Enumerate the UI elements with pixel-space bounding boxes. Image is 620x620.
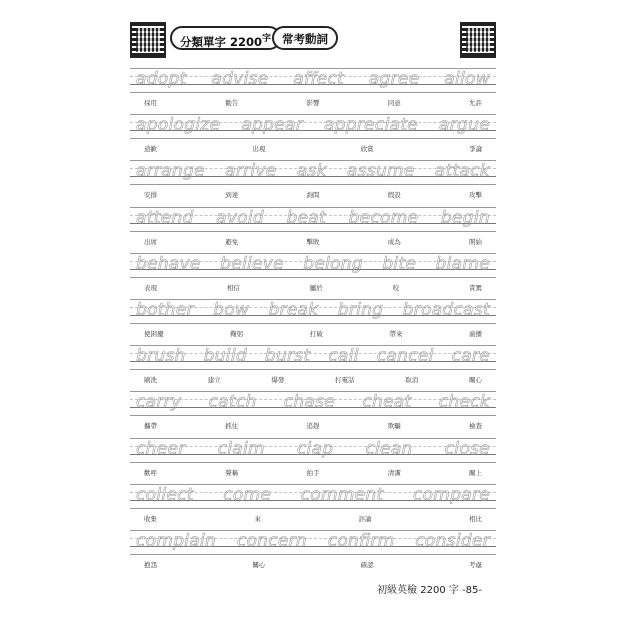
trace-word: advise (211, 69, 269, 89)
word-translation: 責罵 (469, 283, 482, 292)
trace-word: begin (440, 207, 490, 228)
translation-list (130, 190, 496, 199)
word-translation: 使困擾 (144, 330, 164, 338)
word-list (130, 345, 496, 369)
guide-line (130, 92, 496, 93)
word-translation: 屬於 (309, 283, 323, 292)
word-translation: 追趕 (306, 422, 320, 431)
trace-word: build (203, 346, 247, 367)
trace-word: allow (444, 69, 490, 89)
trace-word: broadcast (402, 300, 490, 320)
trace-word: cheat (362, 392, 412, 413)
trace-word: check (438, 392, 490, 413)
trace-word: avoid (216, 207, 264, 228)
trace-word: behave (136, 253, 201, 274)
guide-line (130, 184, 496, 185)
translation-list (130, 144, 496, 153)
word-list (130, 484, 496, 508)
trace-word: close (444, 438, 490, 459)
word-translation: 成為 (387, 237, 401, 246)
word-translation: 評論 (358, 514, 372, 523)
word-translation: 取消 (405, 376, 419, 385)
trace-word: bow (213, 300, 250, 320)
word-translation: 採用 (144, 99, 157, 107)
word-translation: 考慮 (468, 561, 482, 569)
word-list (130, 68, 496, 92)
word-list (130, 438, 496, 462)
word-list (130, 530, 496, 554)
trace-word: call (328, 346, 359, 367)
word-translation: 打破 (309, 330, 323, 338)
word-translation: 出現 (252, 145, 266, 154)
word-translation: 欺騙 (387, 422, 401, 431)
word-translation: 爭論 (468, 145, 482, 154)
word-translation: 鞠躬 (230, 330, 244, 338)
word-translation: 拍手 (306, 468, 320, 477)
word-translation: 影響 (306, 99, 320, 107)
word-translation: 道歉 (144, 145, 157, 154)
word-list (130, 160, 496, 184)
trace-word: adopt (136, 69, 187, 89)
trace-word: clean (365, 438, 413, 459)
trace-word: comment (300, 484, 384, 505)
word-translation: 刷洗 (144, 376, 157, 385)
word-translation: 安排 (144, 191, 157, 200)
word-translation: 收集 (144, 514, 157, 523)
word-translation: 欣賞 (360, 145, 374, 154)
trace-word: bring (337, 300, 384, 320)
word-translation: 建立 (207, 376, 221, 385)
qr-code-icon (462, 24, 494, 56)
word-translation: 勸告 (225, 99, 239, 107)
trace-word: confirm (327, 531, 395, 551)
practice-row (130, 160, 496, 206)
trace-word: break (268, 300, 319, 320)
word-translation: 關心 (252, 561, 266, 569)
word-translation: 出席 (144, 237, 157, 246)
trace-word: appreciate (323, 115, 419, 136)
trace-word: apologize (136, 115, 221, 136)
word-translation: 打電話 (335, 376, 355, 385)
guide-line (130, 508, 496, 509)
word-translation: 抱怨 (144, 561, 157, 569)
practice-row (130, 207, 496, 253)
word-list (130, 114, 496, 138)
guide-line (130, 277, 496, 278)
word-list (130, 253, 496, 277)
translation-list (130, 283, 496, 292)
word-translation: 假設 (387, 191, 401, 200)
guide-line (130, 462, 496, 463)
category-badge (170, 26, 281, 50)
trace-word: arrive (225, 161, 277, 182)
trace-word: become (348, 207, 419, 228)
trace-word: clap (296, 438, 334, 459)
translation-list (130, 468, 496, 477)
trace-word: affect (293, 69, 345, 89)
word-translation: 到達 (225, 191, 239, 200)
trace-word: compare (412, 484, 490, 505)
translation-list (130, 329, 496, 338)
trace-word: appear (241, 115, 303, 136)
trace-word: attack (434, 161, 490, 182)
word-translation: 聲稱 (225, 468, 239, 477)
guide-line (130, 415, 496, 416)
category-badge-suffix: 字 (262, 34, 272, 44)
word-list (130, 207, 496, 231)
trace-word: bother (136, 300, 194, 320)
practice-row (130, 299, 496, 345)
word-translation: 相比 (469, 514, 482, 523)
trace-word: assume (346, 161, 415, 182)
translation-list (130, 237, 496, 246)
trace-word: beat (286, 207, 327, 228)
word-translation: 抓住 (225, 422, 239, 431)
trace-word: consider (415, 531, 490, 551)
guide-line (130, 323, 496, 324)
practice-row (130, 484, 496, 530)
page-footer: 初級英檢 2200 字 -85- (377, 585, 482, 596)
translation-list (130, 421, 496, 430)
word-translation: 確認 (360, 561, 374, 569)
trace-word: ask (296, 161, 327, 182)
word-translation: 避免 (225, 237, 239, 246)
word-list (130, 391, 496, 415)
guide-line (130, 369, 496, 370)
trace-word: cancel (376, 346, 434, 367)
practice-row (130, 345, 496, 391)
practice-row (130, 391, 496, 437)
trace-word: arrange (136, 161, 205, 182)
category-badge-label: 分類單字 2200 (180, 34, 263, 49)
word-translation: 詢問 (306, 191, 320, 200)
word-translation: 關心 (468, 376, 482, 385)
trace-word: claim (217, 438, 265, 459)
trace-word: concern (236, 531, 308, 551)
translation-list (130, 560, 496, 569)
practice-row (130, 114, 496, 160)
word-translation: 攻擊 (469, 191, 482, 200)
trace-word: blame (435, 253, 490, 274)
qr-code-icon (132, 24, 164, 56)
guide-line (130, 231, 496, 232)
practice-row (130, 253, 496, 299)
trace-word: collect (136, 484, 194, 505)
guide-line (130, 554, 496, 555)
trace-word: brush (136, 346, 186, 367)
word-translation: 帶來 (389, 330, 403, 338)
trace-word: chase (283, 392, 336, 413)
practice-row (130, 530, 496, 576)
trace-word: cheer (136, 438, 186, 459)
word-translation: 開始 (469, 237, 482, 246)
trace-word: catch (208, 392, 257, 413)
word-translation: 咬 (392, 283, 400, 292)
word-translation: 歡呼 (144, 468, 157, 477)
practice-row (130, 68, 496, 114)
trace-word: burst (264, 346, 311, 367)
translation-list (130, 98, 496, 107)
trace-word: attend (136, 207, 194, 228)
worksheet-page (122, 14, 504, 604)
trace-word: care (451, 346, 490, 367)
translation-list (130, 375, 496, 384)
word-translation: 清潔 (387, 468, 401, 477)
word-list (130, 299, 496, 323)
word-translation: 檢查 (469, 422, 482, 431)
word-translation: 廣播 (469, 330, 482, 338)
word-translation: 來 (254, 514, 261, 523)
trace-word: belong (303, 253, 363, 274)
trace-word: come (223, 484, 272, 505)
topic-badge: 常考動詞 (272, 26, 338, 50)
trace-word: agree (368, 69, 420, 89)
word-translation: 爆發 (271, 376, 285, 385)
trace-word: complain (136, 531, 217, 551)
trace-word: believe (220, 253, 284, 274)
word-translation: 相信 (226, 283, 240, 292)
practice-row (130, 438, 496, 484)
word-translation: 關上 (469, 468, 482, 477)
guide-line (130, 138, 496, 139)
word-translation: 表現 (144, 283, 157, 292)
trace-word: bite (382, 253, 417, 274)
word-translation: 攜帶 (144, 422, 157, 431)
word-translation: 同意 (387, 99, 401, 107)
trace-word: carry (136, 392, 182, 413)
word-translation: 允許 (469, 99, 482, 107)
trace-word: argue (439, 115, 490, 136)
translation-list (130, 514, 496, 523)
word-translation: 擊敗 (306, 237, 320, 246)
